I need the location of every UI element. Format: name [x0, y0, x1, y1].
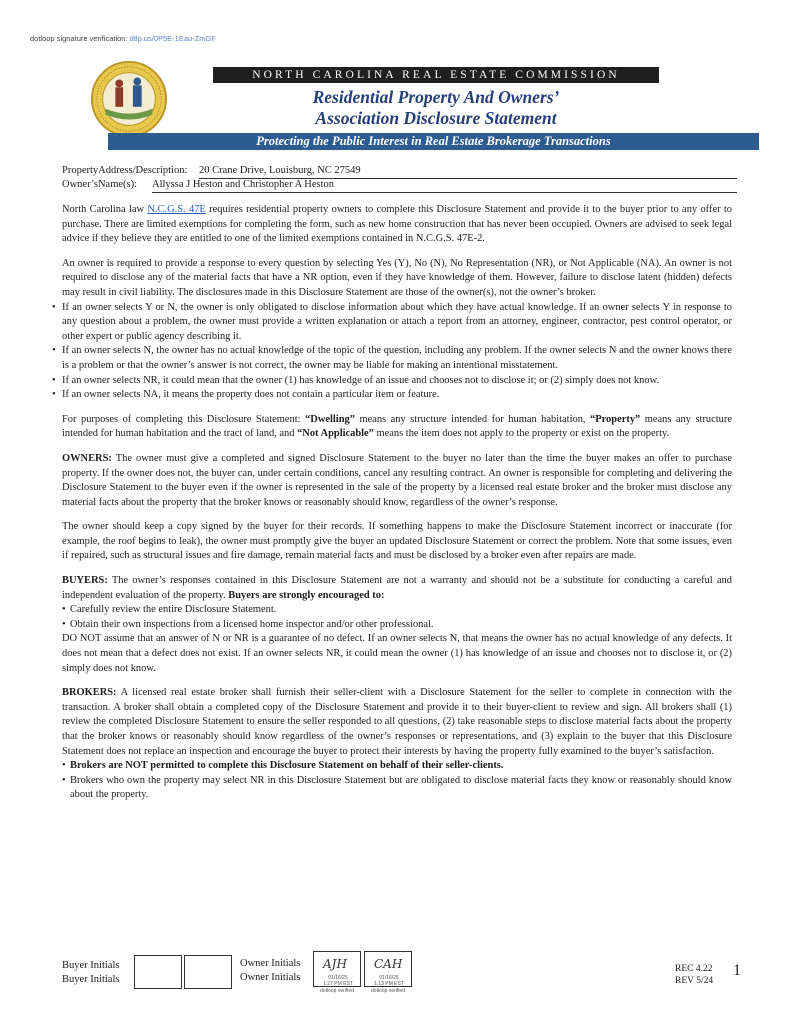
dotloop-verified-1: dotloop verified: [320, 988, 354, 994]
property-address-value[interactable]: 20 Crane Drive, Louisburg, NC 27549: [199, 165, 361, 176]
response-paragraph: An owner is required to provide a response to every question by selecting Yes (Y), No (N), No Representation (NR), or Not Applicable (NA). An owner is not required to disclose any of the material facts that have a NR option, even if they have knowledge of them. However, failure to disclose latent (hidden) defects may result in civil liability. The disclosures made in this Disclosure Statement are those of the owner(s), not the owner’s broker.: [62, 257, 732, 298]
brokers-not-permitted: Brokers are NOT permitted to complete this Disclosure Statement on behalf of their seller-clients.: [70, 760, 504, 772]
mission-banner: Protecting the Public Interest in Real Estate Brokerage Transactions: [108, 133, 759, 150]
form-title-line2: Association Disclosure Statement: [315, 108, 557, 128]
not-applicable-term: “Not Applicable”: [297, 428, 374, 440]
initials-footer: [0, 955, 791, 1015]
owner-initials-label-2: Owner Initials: [240, 972, 301, 983]
list-item: • Carefully review the entire Disclosure Statement.: [70, 603, 732, 618]
property-address-label: PropertyAddress/Description:: [62, 165, 188, 176]
buyers-caution: DO NOT assume that an answer of N or NR is a guarantee of no defect. If an owner selects N, that means the owner has no actual knowledge of any defects. It does not mean that a defect does not exist. If an owner selects NR, it could mean the owner (1) has knowledge of an issue and chooses not to disclose it, or (2) simply does not know.: [62, 633, 732, 674]
owner-names-value[interactable]: Allyssa J Heston and Christopher A Heston: [152, 179, 334, 190]
purposes-paragraph: [62, 413, 732, 442]
buyer-initials-box-1[interactable]: [134, 955, 182, 989]
owner-initials-signature-1: AJH: [323, 957, 347, 971]
list-item: • If an owner selects Y or N, the owner is only obligated to disclose information about which they have actual knowledge. If an owner selects Y in response to any question about a problem, the owner must provide a written explanation or attach a report from an attorney, engineer, contractor, pest control operator, or other expert or public agency describing it.: [62, 301, 732, 345]
owner-initials-signature-2: CAH: [374, 957, 403, 971]
commission-seal-icon: [90, 60, 168, 138]
copy-paragraph: The owner should keep a copy signed by the buyer for their records. If something happens to make the Disclosure Statement incorrect or inaccurate (for example, the roof begins to leak), the owner must promptly give the buyer an updated Disclosure Statement or correct the problem. Note that some issues, even if repaired, such as structural issues and fire damage, remain material facts and must be disclosed by a broker even after repairs are made.: [62, 521, 732, 562]
dotloop-verified-2: dotloop verified: [371, 988, 405, 994]
owner-initials-box-1[interactable]: [313, 951, 361, 987]
owner-names-underline: [152, 192, 737, 193]
buyers-heading: BUYERS:: [62, 575, 108, 587]
purposes-text: means any structure intended for human habitation and the tract of land, and: [62, 413, 732, 440]
owner-names-field: [62, 179, 334, 190]
purposes-text: For purposes of completing this Disclosure Statement:: [62, 413, 306, 425]
owner-names-label: Owner’sName(s):: [62, 179, 138, 190]
stamp-time-1: 1:27 PM EST: [323, 981, 353, 987]
stamp-date-1: 01/16/25: [328, 975, 348, 981]
page-number: 1: [733, 962, 741, 979]
list-item: [70, 759, 732, 774]
purposes-text: means any structure intended for human habitation,: [354, 413, 591, 425]
owner-initials-label-1: Owner Initials: [240, 958, 301, 969]
buyers-paragraph: [62, 574, 732, 603]
verification-label: dotloop signature verification:: [30, 34, 128, 43]
brokers-bullets: [62, 759, 732, 803]
brokers-paragraph: [62, 686, 732, 759]
form-rec-number: REC 4.22: [675, 964, 713, 974]
list-item: • Brokers who own the property may select NR in this Disclosure Statement but are obligated to disclose material facts they know or reasonably should know about the property.: [70, 774, 732, 803]
form-revision: REV 5/24: [675, 976, 714, 986]
list-item: • Obtain their own inspections from a licensed home inspector and/or other professional.: [70, 618, 732, 633]
intro-text-pre: North Carolina law: [62, 204, 148, 215]
response-bullets: [62, 301, 732, 403]
property-term: “Property”: [590, 413, 641, 425]
ncgs-47e-link[interactable]: N.C.G.S. 47E: [147, 204, 206, 215]
commission-header: NORTH CAROLINA REAL ESTATE COMMISSION: [213, 67, 659, 83]
owners-heading: OWNERS:: [62, 452, 112, 464]
stamp-date-2: 01/16/25: [379, 975, 399, 981]
brokers-text: A licensed real estate broker shall furnish their seller-client with a Disclosure Statement for the seller to complete in connection with the transaction. A broker shall obtain a completed copy of the Disclosure Statement and provide it to their buyer-client to review and sign. All brokers shall (1) review the completed Disclosure Statement to ensure the seller responded to all questions, (2) take reasonable steps to disclose material facts about the property that the broker knows or reasonably should know regardless of the owner’s responses or representations, and (3) explain to the buyer that this Disclosure Statement does not replace an inspection and encourage the buyer to protect their interests by having the property fully examined to the buyer’s satisfaction.: [62, 687, 732, 757]
buyers-bullets: [62, 603, 732, 632]
stamp-time-2: 1:13 PM EST: [374, 981, 404, 987]
buyer-initials-label-1: Buyer Initials: [62, 960, 120, 971]
intro-text-post: requires residential property owners to complete this Disclosure Statement and provide it to the buyer prior to any offer to purchase. There are limited exemptions for completing the form, such as new home construction that has never been occupied. Owners are advised to seek legal advice if they believe they are entitled to one of the limited exemptions contained in N.C.G.S. 47E-2.: [62, 204, 733, 245]
verification-link[interactable]: dtlp.us/0P5E-1Eau-ZmGF: [129, 34, 216, 43]
list-item: • If an owner selects N, the owner has no actual knowledge of the topic of the question, including any problem. If the owner selects N and the owner knows there is a problem or that the owner’s answer is not correct, the owner may be liable for making an intentional misstatement.: [62, 344, 732, 373]
buyer-initials-box-2[interactable]: [184, 955, 232, 989]
owners-text: The owner must give a completed and signed Disclosure Statement to the buyer no later than the time the buyer makes an offer to purchase property. If the owner does not, the buyer can, under certain conditions, cancel any resulting contract. An owner is responsible for completing and delivering the Disclosure Statement to the buyer even if the owner is represented in the sale of the property by a licensed real estate broker and the broker must disclose any material facts about the property that the broker knows or reasonably should know, regardless of the owner’s response.: [62, 452, 732, 508]
disclosure-body: [62, 203, 732, 803]
list-item: • If an owner selects NR, it could mean that the owner (1) has knowledge of an issue and chooses not to disclose it; or (2) simply does not know.: [62, 374, 732, 389]
intro-paragraph: [62, 203, 732, 247]
dotloop-verification: [30, 34, 216, 43]
brokers-heading: BROKERS:: [62, 687, 117, 699]
owners-paragraph: [62, 452, 732, 510]
purposes-text: means the item does not apply to the property or exist on the property.: [373, 428, 670, 440]
owner-initials-box-2[interactable]: [364, 951, 412, 987]
buyers-encouraged: Buyers are strongly encouraged to:: [228, 589, 385, 601]
dwelling-term: “Dwelling”: [305, 413, 355, 425]
buyer-initials-label-2: Buyer Initials: [62, 974, 120, 985]
property-address-field: [62, 165, 361, 176]
list-item: • If an owner selects NA, it means the property does not contain a particular item or feature.: [62, 388, 732, 403]
form-title-line1: Residential Property And Owners’: [312, 87, 560, 107]
buyers-text: The owner’s responses contained in this Disclosure Statement are not a warranty and should not be a substitute for conducting a careful and independent evaluation of the property.: [62, 575, 732, 601]
